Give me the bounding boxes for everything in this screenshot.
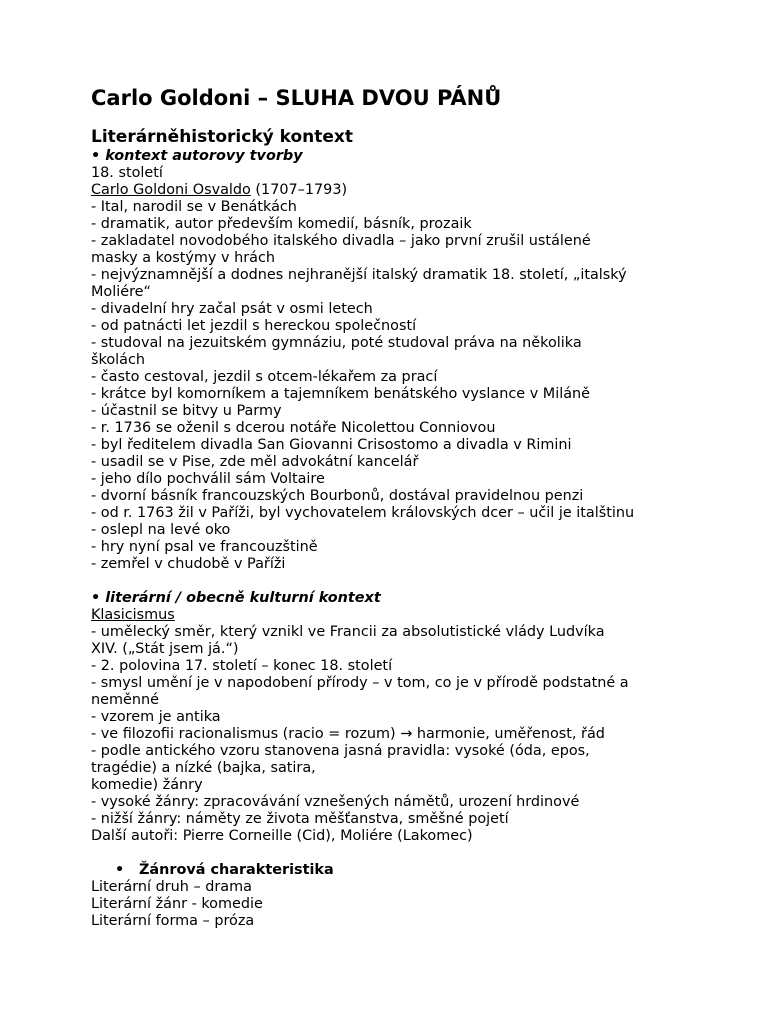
text-line: - nižší žánry: náměty ze života měšťanstva, směšné pojetí <box>91 811 509 827</box>
text-line: masky a kostýmy v hrách <box>91 250 276 266</box>
text-line: - Ital, narodil se v Benátkách <box>91 199 297 215</box>
text-line: - r. 1736 se oženil s dcerou notáře Nicolettou Conniovou <box>91 420 496 436</box>
text-line: Další autoři: Pierre Corneille (Cid), Moliére (Lakomec) <box>91 828 473 844</box>
text-line: - usadil se v Pise, zde měl advokátní kancelář <box>91 454 419 470</box>
page-title: Carlo Goldoni – SLUHA DVOU PÁNŮ <box>91 86 502 110</box>
topic-classicism: Klasicismus <box>91 607 175 623</box>
text-line: komedie) žánry <box>91 777 203 793</box>
author-name-link[interactable]: Carlo Goldoni Osvaldo <box>91 182 251 198</box>
spacer <box>91 573 691 590</box>
subheading-cultural-context: • literární / obecně kulturní kontext <box>91 590 381 606</box>
genre-list <box>91 879 691 930</box>
text-line: Literární druh – drama <box>91 879 252 895</box>
century-line: 18. století <box>91 165 163 181</box>
text-line: - 2. polovina 17. století – konec 18. století <box>91 658 393 674</box>
document-content <box>91 84 691 930</box>
text-line: - od r. 1763 žil v Paříži, byl vychovatelem královských dcer – učil je italštinu <box>91 505 635 521</box>
author-years: (1707–1793) <box>250 182 348 198</box>
spacer <box>91 845 691 862</box>
text-line: - vzorem je antika <box>91 709 221 725</box>
text-line: neměnné <box>91 692 159 708</box>
text-line: - podle antického vzoru stanovena jasná pravidla: vysoké (óda, epos, <box>91 743 590 759</box>
text-line: - vysoké žánry: zpracovávání vznešených námětů, urození hrdinové <box>91 794 580 810</box>
text-line: - studoval na jezuitském gymnáziu, poté studoval práva na několika <box>91 335 582 351</box>
text-line: Moliére“ <box>91 284 151 300</box>
genre-heading: Žánrová charakteristika <box>139 862 334 878</box>
text-line: - často cestoval, jezdil s otcem-lékařem za prací <box>91 369 438 385</box>
text-line: - dvorní básník francouzských Bourbonů, dostával pravidelnou penzi <box>91 488 584 504</box>
text-line: - nejvýznamnější a dodnes nejhranější italský dramatik 18. století, „italský <box>91 267 627 283</box>
text-line: - byl ředitelem divadla San Giovanni Crisostomo a divadla v Rimini <box>91 437 572 453</box>
subheading-author-context: • kontext autorovy tvorby <box>91 148 303 164</box>
text-line: Literární žánr - komedie <box>91 896 263 912</box>
author-facts-list <box>91 199 691 573</box>
section-heading-literary-context: Literárněhistorický kontext <box>91 127 354 147</box>
author-line <box>91 182 691 199</box>
text-line: - dramatik, autor především komedií, básník, prozaik <box>91 216 472 232</box>
genre-heading-row <box>91 862 691 879</box>
text-line: - krátce byl komorníkem a tajemníkem benátského vyslance v Miláně <box>91 386 590 402</box>
text-line: - zakladatel novodobého italského divadla – jako první zrušil ustálené <box>91 233 591 249</box>
text-line: - od patnácti let jezdil s hereckou společností <box>91 318 417 334</box>
bullet-icon: • <box>115 862 125 878</box>
text-line: - smysl umění je v napodobení přírody – v tom, co je v přírodě podstatné a <box>91 675 629 691</box>
text-line: - umělecký směr, který vznikl ve Francii za absolutistické vlády Ludvíka <box>91 624 605 640</box>
text-line: - účastnil se bitvy u Parmy <box>91 403 282 419</box>
text-line: Literární forma – próza <box>91 913 255 929</box>
text-line: - ve filozofii racionalismus (racio = rozum) → harmonie, uměřenost, řád <box>91 726 605 742</box>
text-line: - oslepl na levé oko <box>91 522 231 538</box>
text-line: - zemřel v chudobě v Paříži <box>91 556 286 572</box>
text-line: XIV. („Stát jsem já.“) <box>91 641 239 657</box>
text-line: školách <box>91 352 145 368</box>
text-line: - hry nyní psal ve francouzštině <box>91 539 318 555</box>
classicism-facts-list <box>91 624 691 845</box>
text-line: - jeho dílo pochválil sám Voltaire <box>91 471 325 487</box>
text-line: - divadelní hry začal psát v osmi letech <box>91 301 373 317</box>
text-line: tragédie) a nízké (bajka, satira, <box>91 760 316 776</box>
